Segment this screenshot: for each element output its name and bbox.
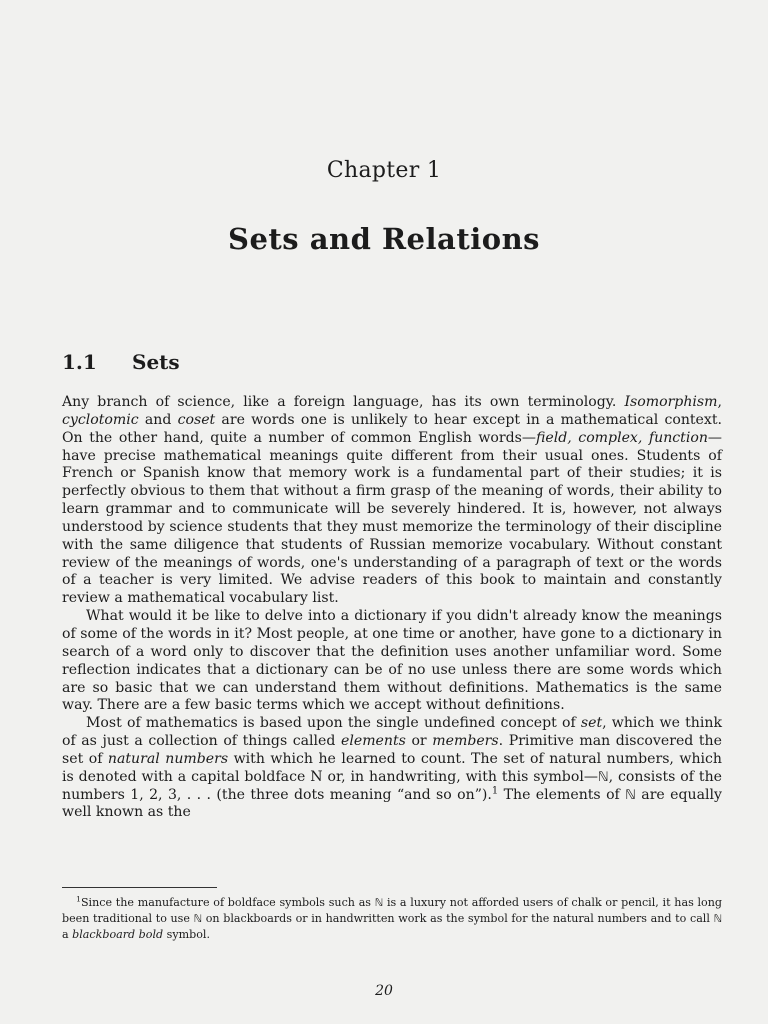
term-elements: elements bbox=[341, 733, 406, 750]
term-field-complex-function: field, complex, function bbox=[536, 429, 708, 446]
footnote-marker[interactable]: 1 bbox=[491, 784, 499, 796]
text-span: is a luxury not afforded users of chalk or pencil, it has long been traditional to use bbox=[62, 896, 722, 926]
body-text bbox=[62, 394, 722, 822]
text-span: , consists of the numbers 1, 2, 3, . . . (the three dots meaning “and so on”). bbox=[62, 768, 722, 803]
text-span: a bbox=[62, 928, 73, 942]
section-heading bbox=[62, 350, 180, 374]
text-span: Any branch of science, like a foreign language, has its own terminology. bbox=[62, 394, 625, 410]
text-span: or bbox=[405, 733, 433, 750]
footnotes bbox=[62, 895, 722, 943]
blackboard-n-symbol: ℕ bbox=[193, 913, 203, 926]
text-span: are words one is unlikely to hear except in a mathematical context. On the other hand, quite a number of common English words— bbox=[62, 411, 722, 446]
text-span: . Primitive man discovered the set of bbox=[62, 733, 722, 767]
text-span: The elements of bbox=[498, 786, 626, 803]
text-span: are equally well known as the bbox=[62, 786, 722, 821]
text-span: with which he learned to count. The set of natural numbers, which is denoted with a capital boldface N or, in handwriting, with this symbol— bbox=[62, 750, 723, 785]
paragraph-2: What would it be like to delve into a dictionary if you didn't already know the meanings of some of the words in it? Most people, at one time or another, have gone to a dictionary in search of a word only to discover that the definition uses another unfamiliar word. Some reflection indicates that a dictionary can be of no use unless there are some words which are so basic that we can understand them without definitions. Mathematics is the same way. There are a few basic terms which we accept without definitions. bbox=[62, 608, 722, 714]
term-set: set bbox=[580, 715, 603, 732]
text-span: —have precise mathematical meanings quite different from their usual ones. Students of French or Spanish know that memory work is a fundamental part of their studies; it is perfectly obvious to them that without a firm grasp of the meaning of words, their ability to learn grammar and to communicate will be severely hindered. It is, however, not always understood by science students that they must memorize the terminology of their discipline with the same diligence that students of Russian memorize vocabulary. Without constant review of the meanings of words, one's understanding of a paragraph of text or the words of a teacher is very limited. We advise readers of this book to maintain and constantly review a mathematical vocabulary list. bbox=[62, 429, 722, 607]
blackboard-n-symbol: ℕ bbox=[713, 913, 723, 926]
section-number: 1.1 bbox=[62, 350, 97, 374]
chapter-title: Sets and Relations bbox=[228, 222, 540, 256]
chapter-label: Chapter 1 bbox=[326, 158, 442, 183]
footnote-number: 1 bbox=[76, 894, 81, 904]
text-span: Most of mathematics is based upon the single undefined concept of bbox=[86, 715, 581, 732]
term-members: members bbox=[432, 733, 499, 750]
text-span: , which we think of as just a collection of things called bbox=[62, 715, 722, 750]
term-isomorphism: Isomorphism bbox=[624, 394, 718, 410]
paragraph-3 bbox=[62, 715, 722, 822]
footnote-divider bbox=[62, 887, 217, 888]
blackboard-n-symbol: ℕ bbox=[374, 897, 384, 909]
term-natural-numbers: natural numbers bbox=[107, 750, 229, 767]
blackboard-n-symbol: ℕ bbox=[625, 787, 636, 803]
page-number: 20 bbox=[375, 983, 393, 999]
term-cyclotomic: cyclotomic bbox=[62, 411, 139, 428]
text-span: Since the manufacture of boldface symbols such as bbox=[80, 896, 375, 909]
term-blackboard-bold: blackboard bold bbox=[72, 928, 164, 942]
footnote-1 bbox=[62, 895, 722, 943]
term-coset: coset bbox=[177, 411, 216, 428]
text-span: symbol. bbox=[163, 928, 210, 942]
text-span: on blackboards or in handwritten work as the symbol for the natural numbers and to call bbox=[202, 912, 714, 926]
text-span: , bbox=[717, 394, 722, 410]
blackboard-n-symbol: ℕ bbox=[597, 769, 609, 785]
paragraph-1 bbox=[62, 394, 722, 608]
text-span: and bbox=[138, 411, 178, 428]
section-title: Sets bbox=[132, 350, 180, 374]
